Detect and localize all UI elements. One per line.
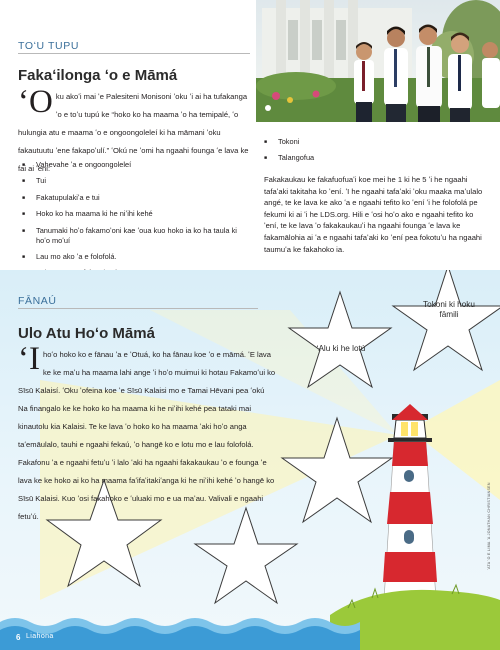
youth-paragraph: Fakakaukau ke fakafuofuaʻi koe mei he 1 ki he 5 ʻi he ngaahi tafaʻaki takitaha ko ʻení. ʻI he ngaahi tafaʻaki ʻoku maaka maʻulalo angé, te ke lava ke ako ʻa e ngaahi tefito ko ʻení ʻi he folofolá pe fekumi ki ai ʻi he LDS.org. Hili e ʻosi hoʻo ako e ngaahi tefito ko ʻení, te ke lava ʻo fakakaukauʻi ha ngaahi founga ʻe lava ke fakamālohia ai ʻa e ngaahi tafaʻaki ko ʻení pea fokotuʻu ha ngaahi taumuʻa ke fakahoko ia. — [264, 175, 483, 254]
section-label-youth: TOʻU TUPU — [18, 40, 80, 52]
children-section — [0, 270, 500, 650]
page-number: 6 — [16, 633, 21, 642]
list-item: ■ Lau mo ako ʻa e folofolá. — [22, 252, 252, 262]
section-rule — [18, 53, 250, 54]
youth-section — [0, 0, 500, 270]
children-article-title: Ulo Atu Hoʻo Māmá — [18, 325, 155, 342]
youth-article-title: Fakaʻilonga ʻo e Māmá — [18, 67, 178, 84]
section-rule — [18, 308, 258, 309]
list-item: ■ Hoko ko ha maama ki he niʻihi kehé — [22, 209, 252, 219]
list-item: ■ Tui — [22, 176, 252, 186]
illustration-credit: ʻATA ʻO E LIMA ʻA JONATHAN CHRISTIANSEN — [487, 482, 491, 570]
star-shape-family — [393, 270, 500, 370]
youth-temple-photo — [256, 0, 500, 122]
bullet-list-left — [22, 160, 252, 285]
bullet-list-right — [264, 137, 484, 169]
children-paragraph: hoʻo hoko ko e fānau ʻa e ʻOtuá, ko ha fānau koe ʻo e māmá. ʻE lava ke ke maʻu ha maama lahi ange ʻi hoʻo muimui ki hotau Fakamoʻui ko Sīsū Kalaisí. ʻOku ʻofeina koe ʻe Sīsū Kalaisi mo e Tamai Hēvani pea ʻokú Na finangalo ke ke hoko ko ha maama ki he niʻihi kehé pea tataki mai kinautolu kia Kalaisi. Te ke lava ʻo hoko ko ha maama ʻaki hoʻo anga taʻemāulalo, tauhi e ngaahi fekaú, ʻo hangē ko e lotu mo e lau folofolá. Fakafonu ʻa e ngaahi fetuʻu ʻi lalo ʻaki ha ngaahi fakakaukau ʻo e founga ʻe lava ke ke hoko ai ko ha maama faʻifaʻitakiʻanga ki he niʻihi kehé ʻo hangē ko Sīsū Kalaisi. Kuo ʻosi fakahoko e ʻuluaki mo e ua maʻau. Valivali e ngaahi fetuʻú. — [18, 350, 276, 521]
list-item: ■ Tokoni — [264, 137, 484, 147]
drop-cap: ʻI — [18, 341, 40, 377]
drop-cap: ʻO — [18, 84, 53, 120]
magazine-name: Liahona — [26, 633, 54, 640]
star-label-family: Tokoni ki hoku fāmili — [423, 300, 475, 319]
list-item: ■ Fakatupulakiʻa e tui — [22, 193, 252, 203]
star-label-church: ʻAlu ki he lotú — [316, 344, 366, 353]
list-item: ■ Vahevahe ʻa e ongoongoleleí — [22, 160, 252, 170]
youth-intro-text: ku akoʻi mai ʻe Palesiteni Monisoni ʻoku ʻi ai ha tufakanga ʻo e toʻu tupú ke “hoko ko ha maama ʻo ha temipalé, ʻo hulungia atu e maama ʻo e ongoongoleleí ki ha māmani ʻoku fakautuutu ʻene fakapoʻulí.” ʻOkú ne ʻomi ha ngaahi founga ʻe lava ke fai ai ʻeni: — [18, 92, 249, 173]
list-item: ■ Talangofua — [264, 153, 484, 163]
children-intro — [18, 341, 276, 524]
section-label-children: FĀNAÚ — [18, 295, 57, 307]
list-item: ■ Tanumaki hoʻo fakamoʻoni kae ʻoua kuo hoko ia ko ha taula ki hoʻo moʻuí — [22, 226, 252, 246]
